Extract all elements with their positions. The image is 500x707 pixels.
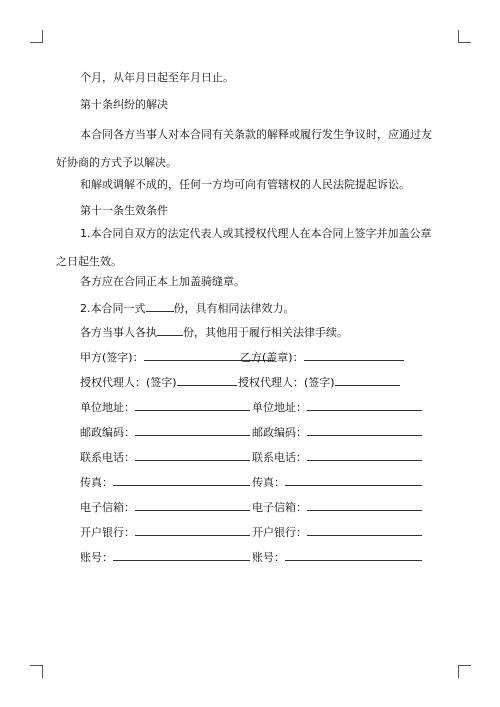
party-b-seal: 乙方(盖章)： [240,349,404,365]
paragraph-seal: 各方应在合同正本上加盖骑缝章。 [80,275,245,288]
address-left-blank[interactable] [135,399,250,411]
email-right-blank[interactable] [307,499,422,511]
agent-right-blank[interactable] [335,374,400,386]
crop-mark-top-left [30,30,43,43]
postcode-left: 邮政编码： [80,424,250,440]
crop-mark-bottom-left [30,665,43,678]
phone-left: 联系电话： [80,449,250,465]
bank-left-blank[interactable] [135,524,250,536]
account-left-blank[interactable] [113,549,250,561]
paragraph-dispute-negotiation: 本合同各方当事人对本合同有关条款的解释或履行发生争议时，应通过友好协商的方式予以解决。 [56,128,432,169]
paragraph-dispute-litigation: 和解或调解不成的，任何一方均可向有管辖权的人民法院提起诉讼。 [80,178,410,191]
email-left: 电子信箱： [80,499,250,515]
each-party-suffix: 份，其他用于履行相关法律手续。 [183,326,348,339]
crop-mark-top-right [458,30,471,43]
agent-right: 授权代理人：(签字) [238,374,400,390]
copies-suffix: 份，具有相同法律效力。 [173,302,295,315]
agent-left-blank[interactable] [177,374,237,386]
paragraph-effective-date: 1.本合同自双方的法定代表人或其授权代理人在本合同上签字并加盖公章之日起生效。 [56,227,432,268]
phone-right-blank[interactable] [307,449,422,461]
copies-count-blank[interactable] [146,300,174,312]
fax-left: 传真： [80,474,250,490]
bank-right: 开户银行： [252,524,422,540]
account-left: 账号： [80,549,250,565]
party-b-seal-blank[interactable] [304,349,404,361]
email-right: 电子信箱： [252,499,422,515]
postcode-right: 邮政编码： [252,424,422,440]
paragraph-term-period: 个月，从年月日起至年月日止。 [80,71,234,84]
section-heading-dispute: 第十条纠纷的解决 [80,98,168,111]
email-left-blank[interactable] [135,499,250,511]
paragraph-copies [80,300,295,316]
crop-mark-bottom-right [458,665,471,678]
section-heading-effectiveness: 第十一条生效条件 [80,204,168,217]
each-party-count-blank[interactable] [157,324,183,336]
postcode-left-blank[interactable] [135,424,250,436]
bank-right-blank[interactable] [307,524,422,536]
address-right: 单位地址： [252,399,422,415]
account-right-blank[interactable] [285,549,422,561]
copies-label: 2.本合同一式 [80,302,146,315]
account-right: 账号： [252,549,422,565]
agent-left: 授权代理人：(签字) [80,374,237,390]
phone-left-blank[interactable] [135,449,250,461]
party-a-signature: 甲方(签字)： [80,349,274,365]
fax-right-blank[interactable] [285,474,422,486]
address-right-blank[interactable] [307,399,422,411]
fax-left-blank[interactable] [113,474,250,486]
address-left: 单位地址： [80,399,250,415]
postcode-right-blank[interactable] [307,424,422,436]
paragraph-each-party-copies [80,324,348,340]
bank-left: 开户银行： [80,524,250,540]
each-party-label: 各方当事人各执 [80,326,157,339]
fax-right: 传真： [252,474,422,490]
phone-right: 联系电话： [252,449,422,465]
